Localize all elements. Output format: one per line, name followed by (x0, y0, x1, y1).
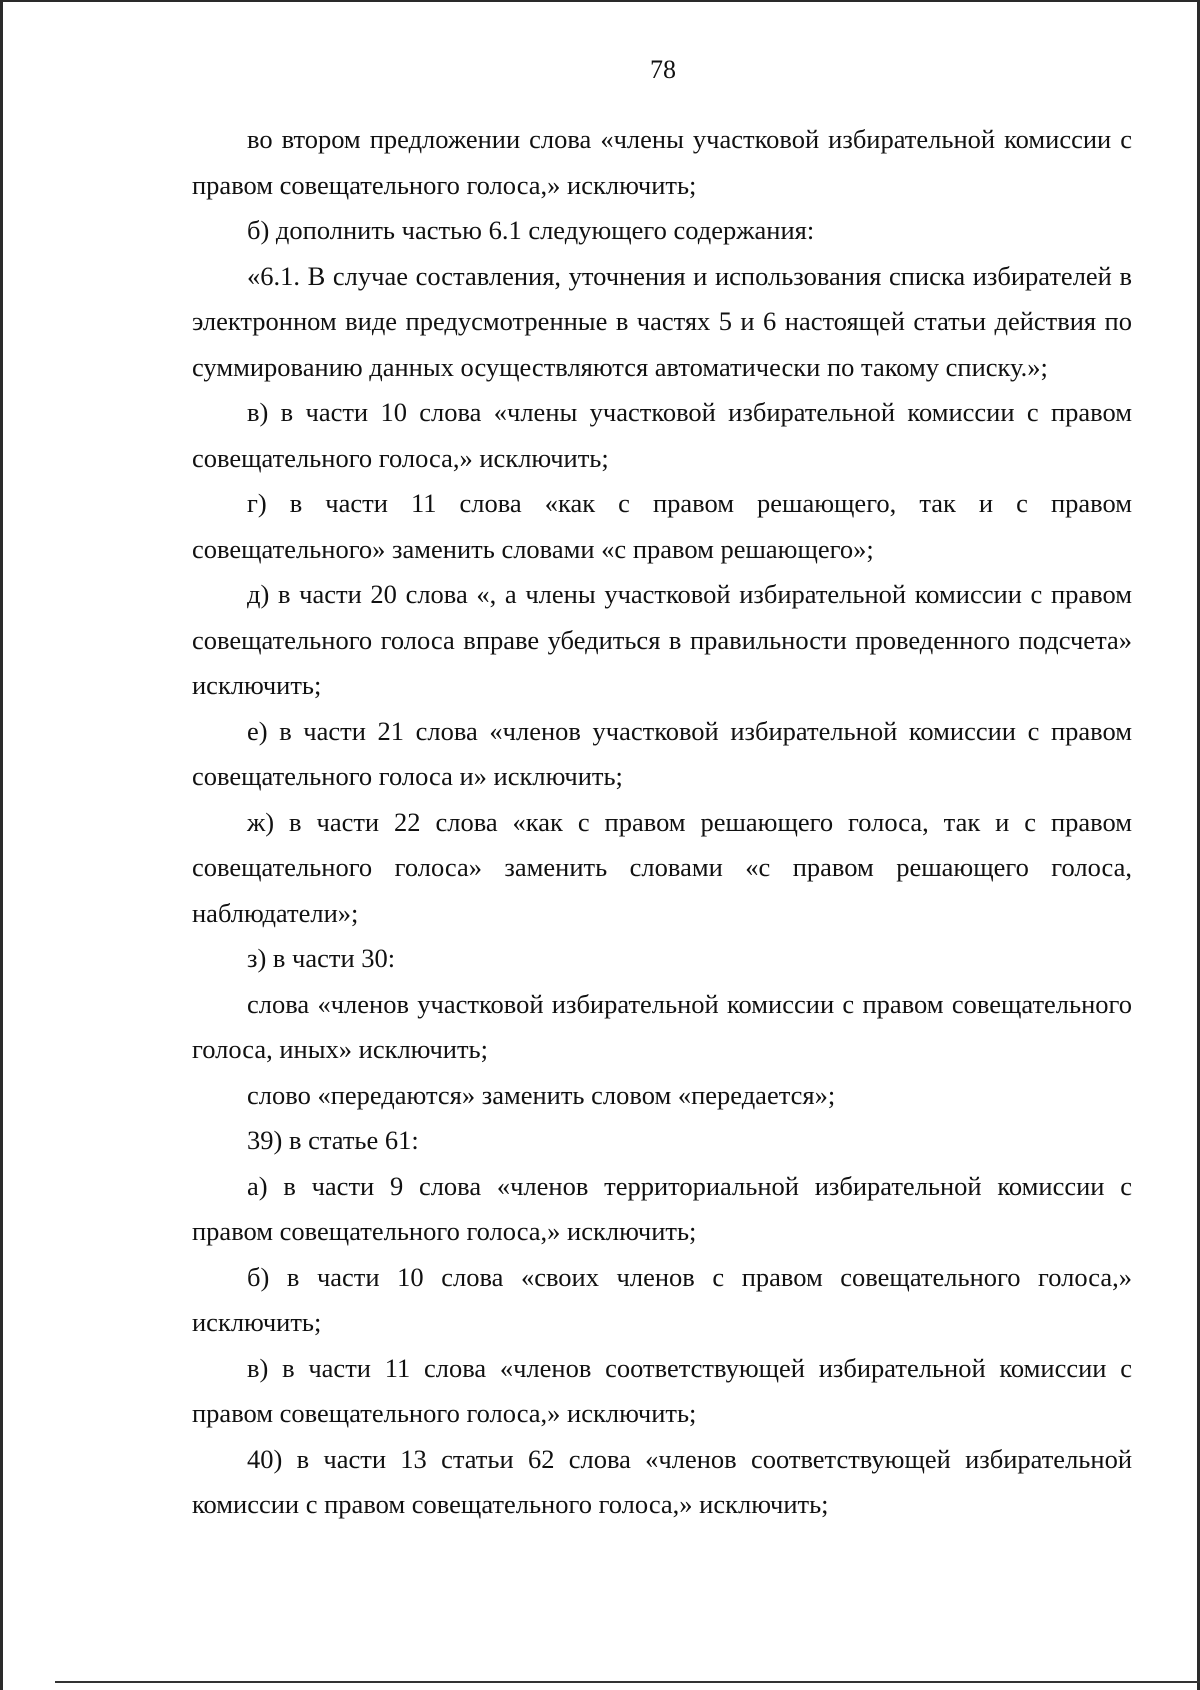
paragraph: 40) в части 13 статьи 62 слова «членов соответствующей избирательной комиссии с правом совещательного голоса,» исключить; (192, 1443, 1132, 1519)
paragraph: а) в части 9 слова «членов территориальной избирательной комиссии с правом совещательного голоса,» исключить; (192, 1170, 1132, 1246)
paragraph: слова «членов участковой избирательной комиссии с правом совещательного голоса, иных» исключить; (192, 988, 1132, 1064)
scan-edge-top (0, 0, 1200, 2)
document-body (192, 117, 1132, 1528)
paragraph: з) в части 30: (247, 943, 396, 973)
paragraph: д) в части 20 слова «, а члены участковой избирательной комиссии с правом совещательного голоса вправе убедиться в правильности проведенного подсчета» исключить; (192, 579, 1132, 700)
scan-edge-left (0, 0, 3, 1690)
paragraph: б) в части 10 слова «своих членов с правом совещательного голоса,» исключить; (192, 1261, 1132, 1337)
paragraph: в) в части 10 слова «члены участковой избирательной комиссии с правом совещательного голоса,» исключить; (192, 397, 1132, 473)
paragraph: 39) в статье 61: (247, 1125, 419, 1155)
paragraph: б) дополнить частью 6.1 следующего содержания: (247, 215, 815, 245)
page-number: 78 (650, 55, 676, 84)
paragraph: е) в части 21 слова «членов участковой избирательной комиссии с правом совещательного голоса и» исключить; (192, 715, 1132, 791)
paragraph: «6.1. В случае составления, уточнения и использования списка избирателей в электронном виде предусмотренные в частях 5 и 6 настоящей статьи действия по суммированию данных осуществляются автоматически по такому списку.»; (192, 260, 1132, 382)
paragraph: в) в части 11 слова «членов соответствующей избирательной комиссии с правом совещательного голоса,» исключить; (192, 1352, 1132, 1428)
paragraph: ж) в части 22 слова «как с правом решающего голоса, так и с правом совещательного голоса» заменить словами «с правом решающего голоса, наблюдатели»; (192, 806, 1132, 928)
scan-edge-bottom (55, 1681, 1200, 1683)
paragraph: г) в части 11 слова «как с правом решающего, так и с правом совещательного» заменить словами «с правом решающего»; (192, 488, 1132, 564)
paragraph: слово «передаются» заменить словом «передается»; (247, 1079, 836, 1110)
paragraph: во втором предложении слова «члены участковой избирательной комиссии с правом совещательного голоса,» исключить; (192, 124, 1132, 200)
